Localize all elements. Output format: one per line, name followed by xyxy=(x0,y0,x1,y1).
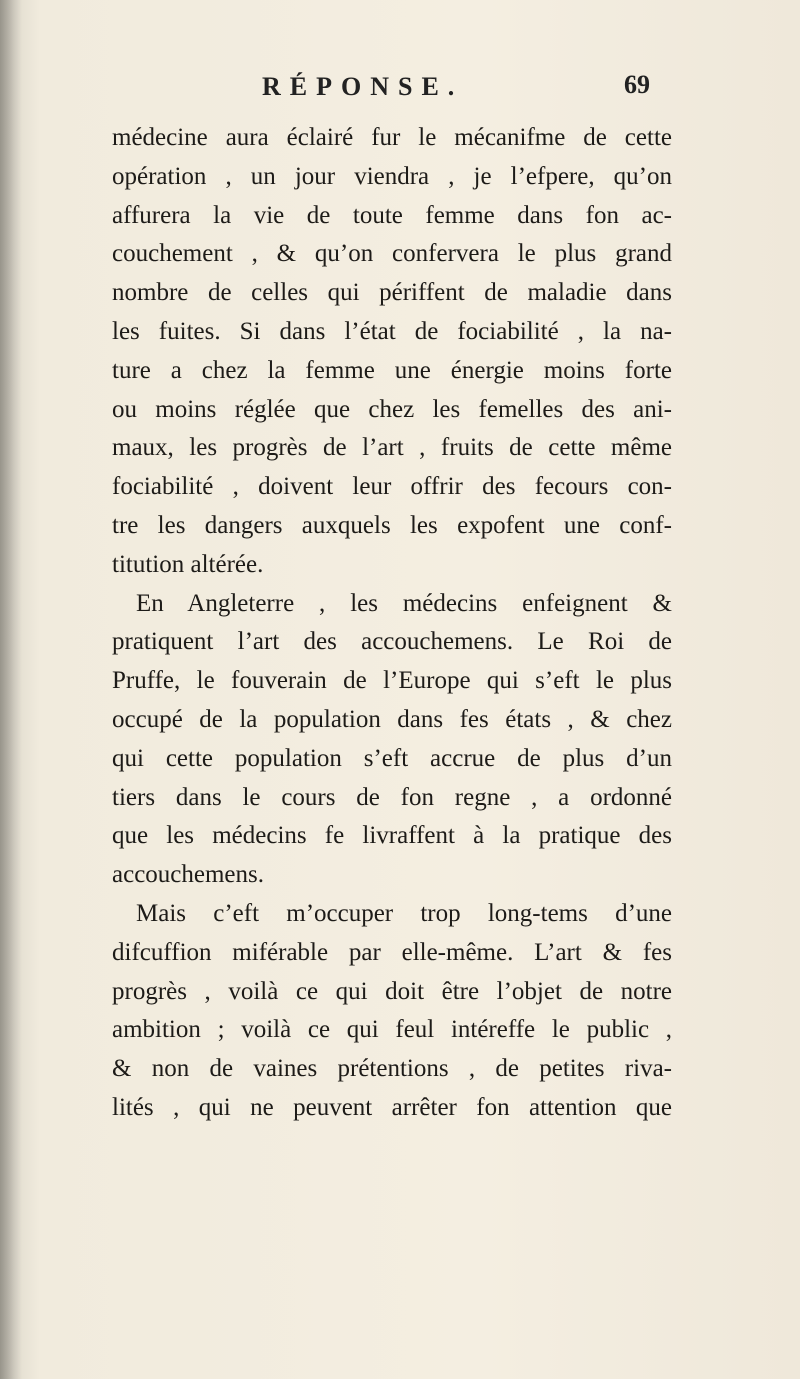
binding-shadow xyxy=(0,0,22,1379)
text-line: les fuites. Si dans l’état de fociabilité , la na- xyxy=(112,317,672,345)
text-line: que les médecins fe livraffent à la pratique des xyxy=(112,822,672,850)
text-line: ture a chez la femme une énergie moins forte xyxy=(112,356,672,384)
running-title: RÉPONSE. xyxy=(262,72,464,101)
paragraph-start-line: En Angleterre , les médecins enfeignent & xyxy=(136,589,672,617)
text-line: fociabilité , doivent leur offrir des fecours con- xyxy=(112,473,672,501)
text-line: titution altérée. xyxy=(112,550,264,578)
text-line: lités , qui ne peuvent arrêter fon attention que xyxy=(112,1093,672,1121)
text-line: qui cette population s’eft accrue de plus d’un xyxy=(112,744,672,772)
body-text xyxy=(112,119,672,1128)
text-line: tiers dans le cours de fon regne , a ordonné xyxy=(112,783,672,811)
text-line: médecine aura éclairé fur le mécanifme de cette xyxy=(112,124,672,151)
text-line: pratiquent l’art des accouchemens. Le Roi de xyxy=(112,628,672,656)
text-line: difcuffion miférable par elle-même. L’art & fes xyxy=(112,938,672,966)
text-line: couchement , & qu’on confervera le plus grand xyxy=(112,240,672,268)
running-head xyxy=(0,68,800,108)
text-line: occupé de la population dans fes états , & chez xyxy=(112,705,672,733)
paragraph-start-line: Mais c’eft m’occuper trop long-tems d’une xyxy=(136,899,672,927)
text-line: ambition ; voilà ce qui feul intéreffe le public , xyxy=(112,1016,672,1044)
text-line: Pruffe, le fouverain de l’Europe qui s’eft le plus xyxy=(112,667,672,695)
text-line: maux, les progrès de l’art , fruits de cette même xyxy=(112,434,672,462)
text-line: affurera la vie de toute femme dans fon ac- xyxy=(112,201,672,229)
text-line: opération , un jour viendra , je l’efpere, qu’on xyxy=(112,162,672,190)
text-line: accouchemens. xyxy=(112,861,265,889)
text-line: nombre de celles qui périffent de maladie dans xyxy=(112,279,672,307)
text-line: ou moins réglée que chez les femelles des ani- xyxy=(112,395,672,423)
text-line: tre les dangers auxquels les expofent une conf- xyxy=(112,511,672,539)
text-line: progrès , voilà ce qui doit être l’objet de notre xyxy=(112,977,672,1005)
text-line: & non de vaines prétentions , de petites riva- xyxy=(112,1055,672,1083)
page-number: 69 xyxy=(624,70,650,99)
